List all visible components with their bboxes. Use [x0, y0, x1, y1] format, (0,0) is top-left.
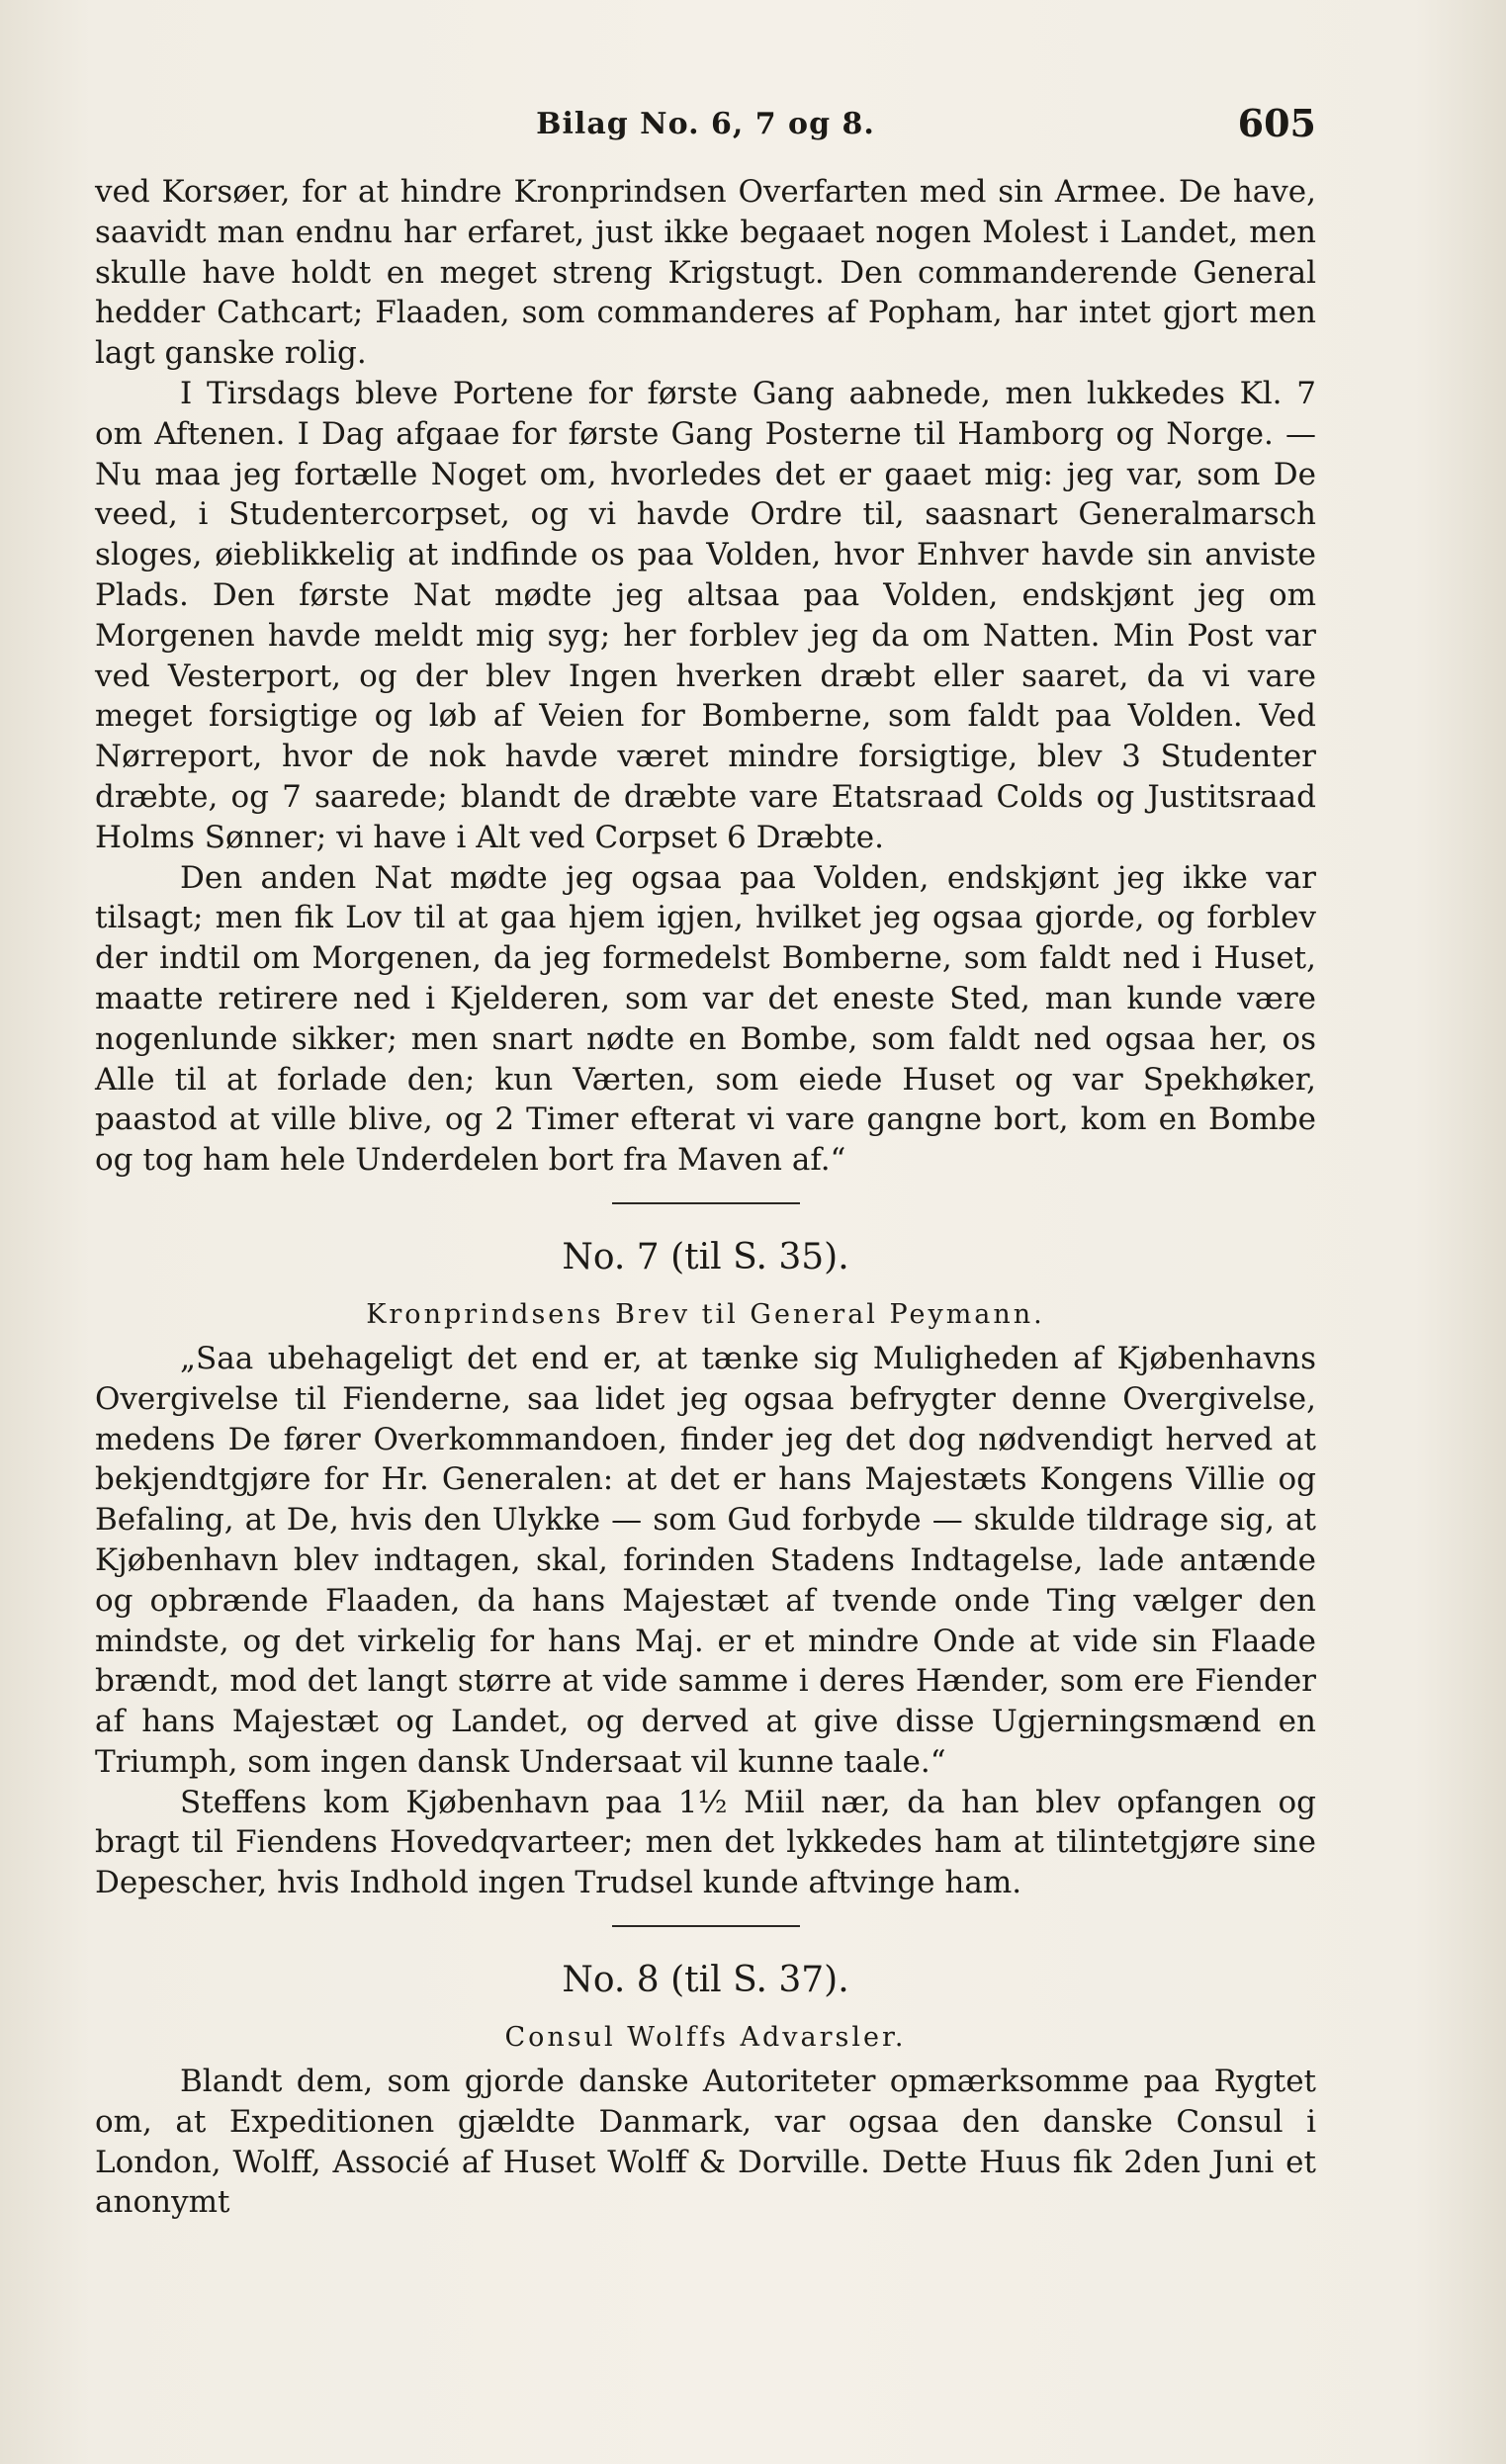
page-number: 605 [1237, 101, 1316, 145]
section-8-subtitle: Consul Wolffs Advarsler. [504, 2022, 907, 2054]
section-8-heading: No. 8 (til S. 37). [562, 1960, 849, 2001]
paragraph-continuation: ved Korsøer, for at hindre Kronprindsen Overfarten med sin Armee. De have, saavidt man endnu har erfaret, just ikke begaaet nogen Molest i Landet, men skulle have holdt en meget streng Krigstugt. Den commanderende General hedder Cathcart; Flaaden, som commanderes af Popham, har intet gjort men lagt ganske rolig. [95, 174, 1316, 372]
section-7-subtitle: Kronprindsens Brev til General Peymann. [366, 1298, 1045, 1330]
body-text [95, 172, 1316, 2223]
paragraph: I Tirsdags bleve Portene for første Gang aabnede, men lukkedes Kl. 7 om Aftenen. I Dag afgaae for første Gang Posterne til Hamborg og Norge. — Nu maa jeg fortælle Noget om, hvorledes det er gaaet mig: jeg var, som De veed, i Studentercorpset, og vi havde Ordre til, saasnart Generalmarsch sloges, øieblikkelig at indfinde os paa Volden, hvor Enhver havde sin anviste Plads. Den første Nat mødte jeg altsaa paa Volden, endskjønt jeg om Morgenen havde meldt mig syg; her forblev jeg da om Natten. Min Post var ved Vesterport, og der blev Ingen hverken dræbt eller saaret, da vi vare meget forsigtige og løb af Veien for Bomberne, som faldt paa Volden. Ved Nørreport, hvor de nok havde været mindre forsigtige, blev 3 Studenter dræbte, og 7 saarede; blandt de dræbte vare Etatsraad Colds og Justitsraad Holms Sønner; vi have i Alt ved Corpset 6 Dræbte. [95, 375, 1316, 855]
paragraph: „Saa ubehageligt det end er, at tænke sig Muligheden af Kjøbenhavns Overgivelse til Fienderne, saa lidet jeg ogsaa befrygter denne Overgivelse, medens De fører Overkommandoen, finder jeg det dog nødvendigt herved at bekjendtgjøre for Hr. Generalen: at det er hans Majestæts Kongens Villie og Befaling, at De, hvis den Ulykke — som Gud forbyde — skulde tildrage sig, at Kjøbenhavn blev indtagen, skal, forinden Stadens Indtagelse, lade antænde og opbrænde Flaaden, da hans Majestæt af tvende onde Ting vælger den mindste, og det virkelig for hans Maj. er et mindre Onde at vide sin Flaade brændt, mod det langt større at vide samme i deres Hænder, som ere Fiender af hans Majestæt og Landet, og derved at give disse Ugjerningsmænd en Triumph, som ingen dansk Undersaat vil kunne taale.“ [95, 1340, 1316, 1780]
paragraph: Steffens kom Kjøbenhavn paa 1½ Miil nær, da han blev opfangen og bragt til Fiendens Hovedqvarteer; men det lykkedes ham at tilintetgjøre sine Depescher, hvis Indhold ingen Trudsel kunde aftvinge ham. [95, 1784, 1316, 1901]
section-7-heading: No. 7 (til S. 35). [562, 1236, 849, 1277]
page-header [95, 99, 1316, 158]
paragraph: Den anden Nat mødte jeg ogsaa paa Volden, endskjønt jeg ikke var tilsagt; men fik Lov til at gaa hjem igjen, hvilket jeg ogsaa gjorde, og forblev der indtil om Morgenen, da jeg formedelst Bomberne, som faldt ned i Huset, maatte retirere ned i Kjelderen, som var det eneste Sted, man kunde være nogenlunde sikker; men snart nødte en Bombe, som faldt ned ogsaa her, os Alle til at forlade den; kun Værten, som eiede Huset og var Spekhøker, paastod at ville blive, og 2 Timer efterat vi vare gangne bort, kom en Bombe og tog ham hele Underdelen bort fra Maven af.“ [95, 859, 1316, 1179]
section-divider [612, 1925, 800, 1927]
section-divider [612, 1202, 800, 1204]
running-head: Bilag No. 6, 7 og 8. [536, 107, 875, 141]
paragraph: Blandt dem, som gjorde danske Autoriteter opmærksomme paa Rygtet om, at Expeditionen gjældte Danmark, var ogsaa den danske Consul i London, Wolff, Associé af Huset Wolff & Dorville. Dette Huus fik 2den Juni et anonymt [95, 2064, 1316, 2221]
